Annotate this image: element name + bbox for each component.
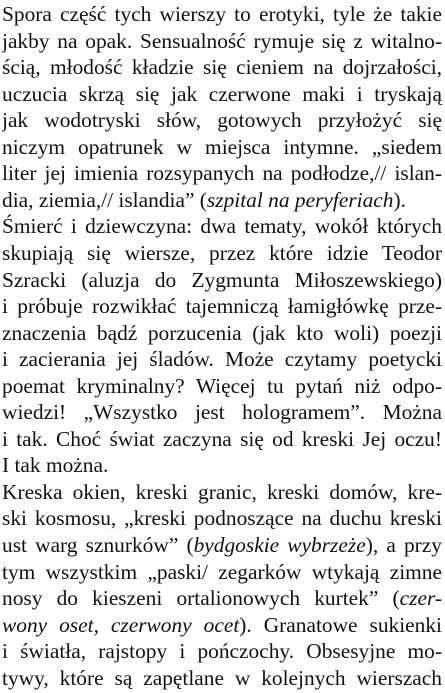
text-segment: Kreska okien, kreski granic, kreski domów, kre- xyxy=(2,479,442,504)
text-line xyxy=(2,451,108,479)
text-segment: niczym opatrunek w miejsca intymne. „siedem xyxy=(2,134,442,159)
text-line xyxy=(2,0,442,28)
text-segment: tywy, które są zapętlane w kolejnych wierszach xyxy=(2,665,442,690)
text-segment: skupiają się wiersze, przez które idzie Teodor xyxy=(2,240,442,265)
text-line xyxy=(2,637,442,665)
italic-title-text: czer- xyxy=(399,586,442,611)
text-segment: ), a przy xyxy=(365,533,442,557)
text-line xyxy=(2,319,442,347)
text-segment: ścią, młodość kładzie się cieniem na dojrzałości, xyxy=(2,55,442,80)
text-line xyxy=(2,186,406,214)
text-segment: uczucia skrzą się jak czerwone maki i tryskają xyxy=(2,81,442,106)
text-line xyxy=(2,478,442,506)
text-segment: Szracki (aluzja do Zygmunta Miłoszewskiego) xyxy=(2,267,442,292)
text-segment: I tak można. xyxy=(2,453,109,478)
text-line xyxy=(2,558,442,586)
italic-title-text: wony oset, czerwony ocet xyxy=(2,612,240,637)
text-segment: ski kosmosu, „kreski podnoszące na duchu kreski xyxy=(2,506,442,531)
text-segment: Śmierć i dziewczyna: dwa tematy, wokół których xyxy=(2,214,442,239)
text-line xyxy=(2,531,442,559)
text-segment: tym wszystkim „paski/ zegarków wtykają zimne xyxy=(2,559,442,584)
text-segment: jak wodotryski słów, gotowych przyłożyć się xyxy=(2,108,442,133)
text-segment: i światła, rajstopy i pończochy. Obsesyjne mo- xyxy=(2,639,442,664)
text-line xyxy=(2,212,442,240)
text-line xyxy=(2,53,442,81)
text-segment: ust warg sznurków” ( xyxy=(2,533,194,557)
text-line xyxy=(2,345,442,373)
text-line xyxy=(2,266,442,294)
text-line xyxy=(2,106,442,134)
text-segment: nosy do kieszeni ortalionowych kurtek” ( xyxy=(2,586,400,611)
text-segment: i zacierania jej śladów. Może czytamy poetycki xyxy=(2,347,442,372)
text-segment: jakby na opak. Sensualność rymuje się z witalno- xyxy=(2,28,442,53)
text-line xyxy=(2,159,442,187)
text-line xyxy=(2,80,442,108)
text-line xyxy=(2,133,442,161)
text-segment: dia, ziemia,// islandia” ( xyxy=(2,187,207,212)
text-line xyxy=(2,664,442,692)
text-line xyxy=(2,27,442,55)
text-segment: Spora część tych wierszy to erotyki, tyle że takie xyxy=(2,2,442,26)
text-segment: wiedzi! „Wszystko jest hologramem”. Można xyxy=(2,400,442,425)
text-segment: ). xyxy=(393,187,406,212)
text-line xyxy=(2,372,442,400)
text-line xyxy=(2,504,442,532)
text-segment: ). Granatowe sukienki xyxy=(239,612,442,637)
text-segment: poemat kryminalny? Więcej tu pytań niż odpo- xyxy=(2,373,442,398)
text-line xyxy=(2,292,442,320)
text-line xyxy=(2,611,442,639)
italic-title-text: szpital na peryferiach xyxy=(206,187,394,212)
italic-title-text: bydgoskie wybrzeże xyxy=(193,533,366,557)
text-segment: liter jej imienia rozsypanych na podłodze,// islan- xyxy=(2,161,442,186)
text-line xyxy=(2,425,442,453)
document-page xyxy=(2,0,443,693)
text-line xyxy=(2,398,442,426)
text-segment: i próbuje rozwikłać tajemniczą łamigłówkę prze- xyxy=(2,294,442,319)
text-line xyxy=(2,584,442,612)
text-segment: znaczenia bądź porzucenia (jak kto woli) poezji xyxy=(2,320,442,345)
text-line xyxy=(2,239,442,267)
text-segment: i tak. Choć świat zaczyna się od kreski Jej oczu! xyxy=(2,426,442,451)
